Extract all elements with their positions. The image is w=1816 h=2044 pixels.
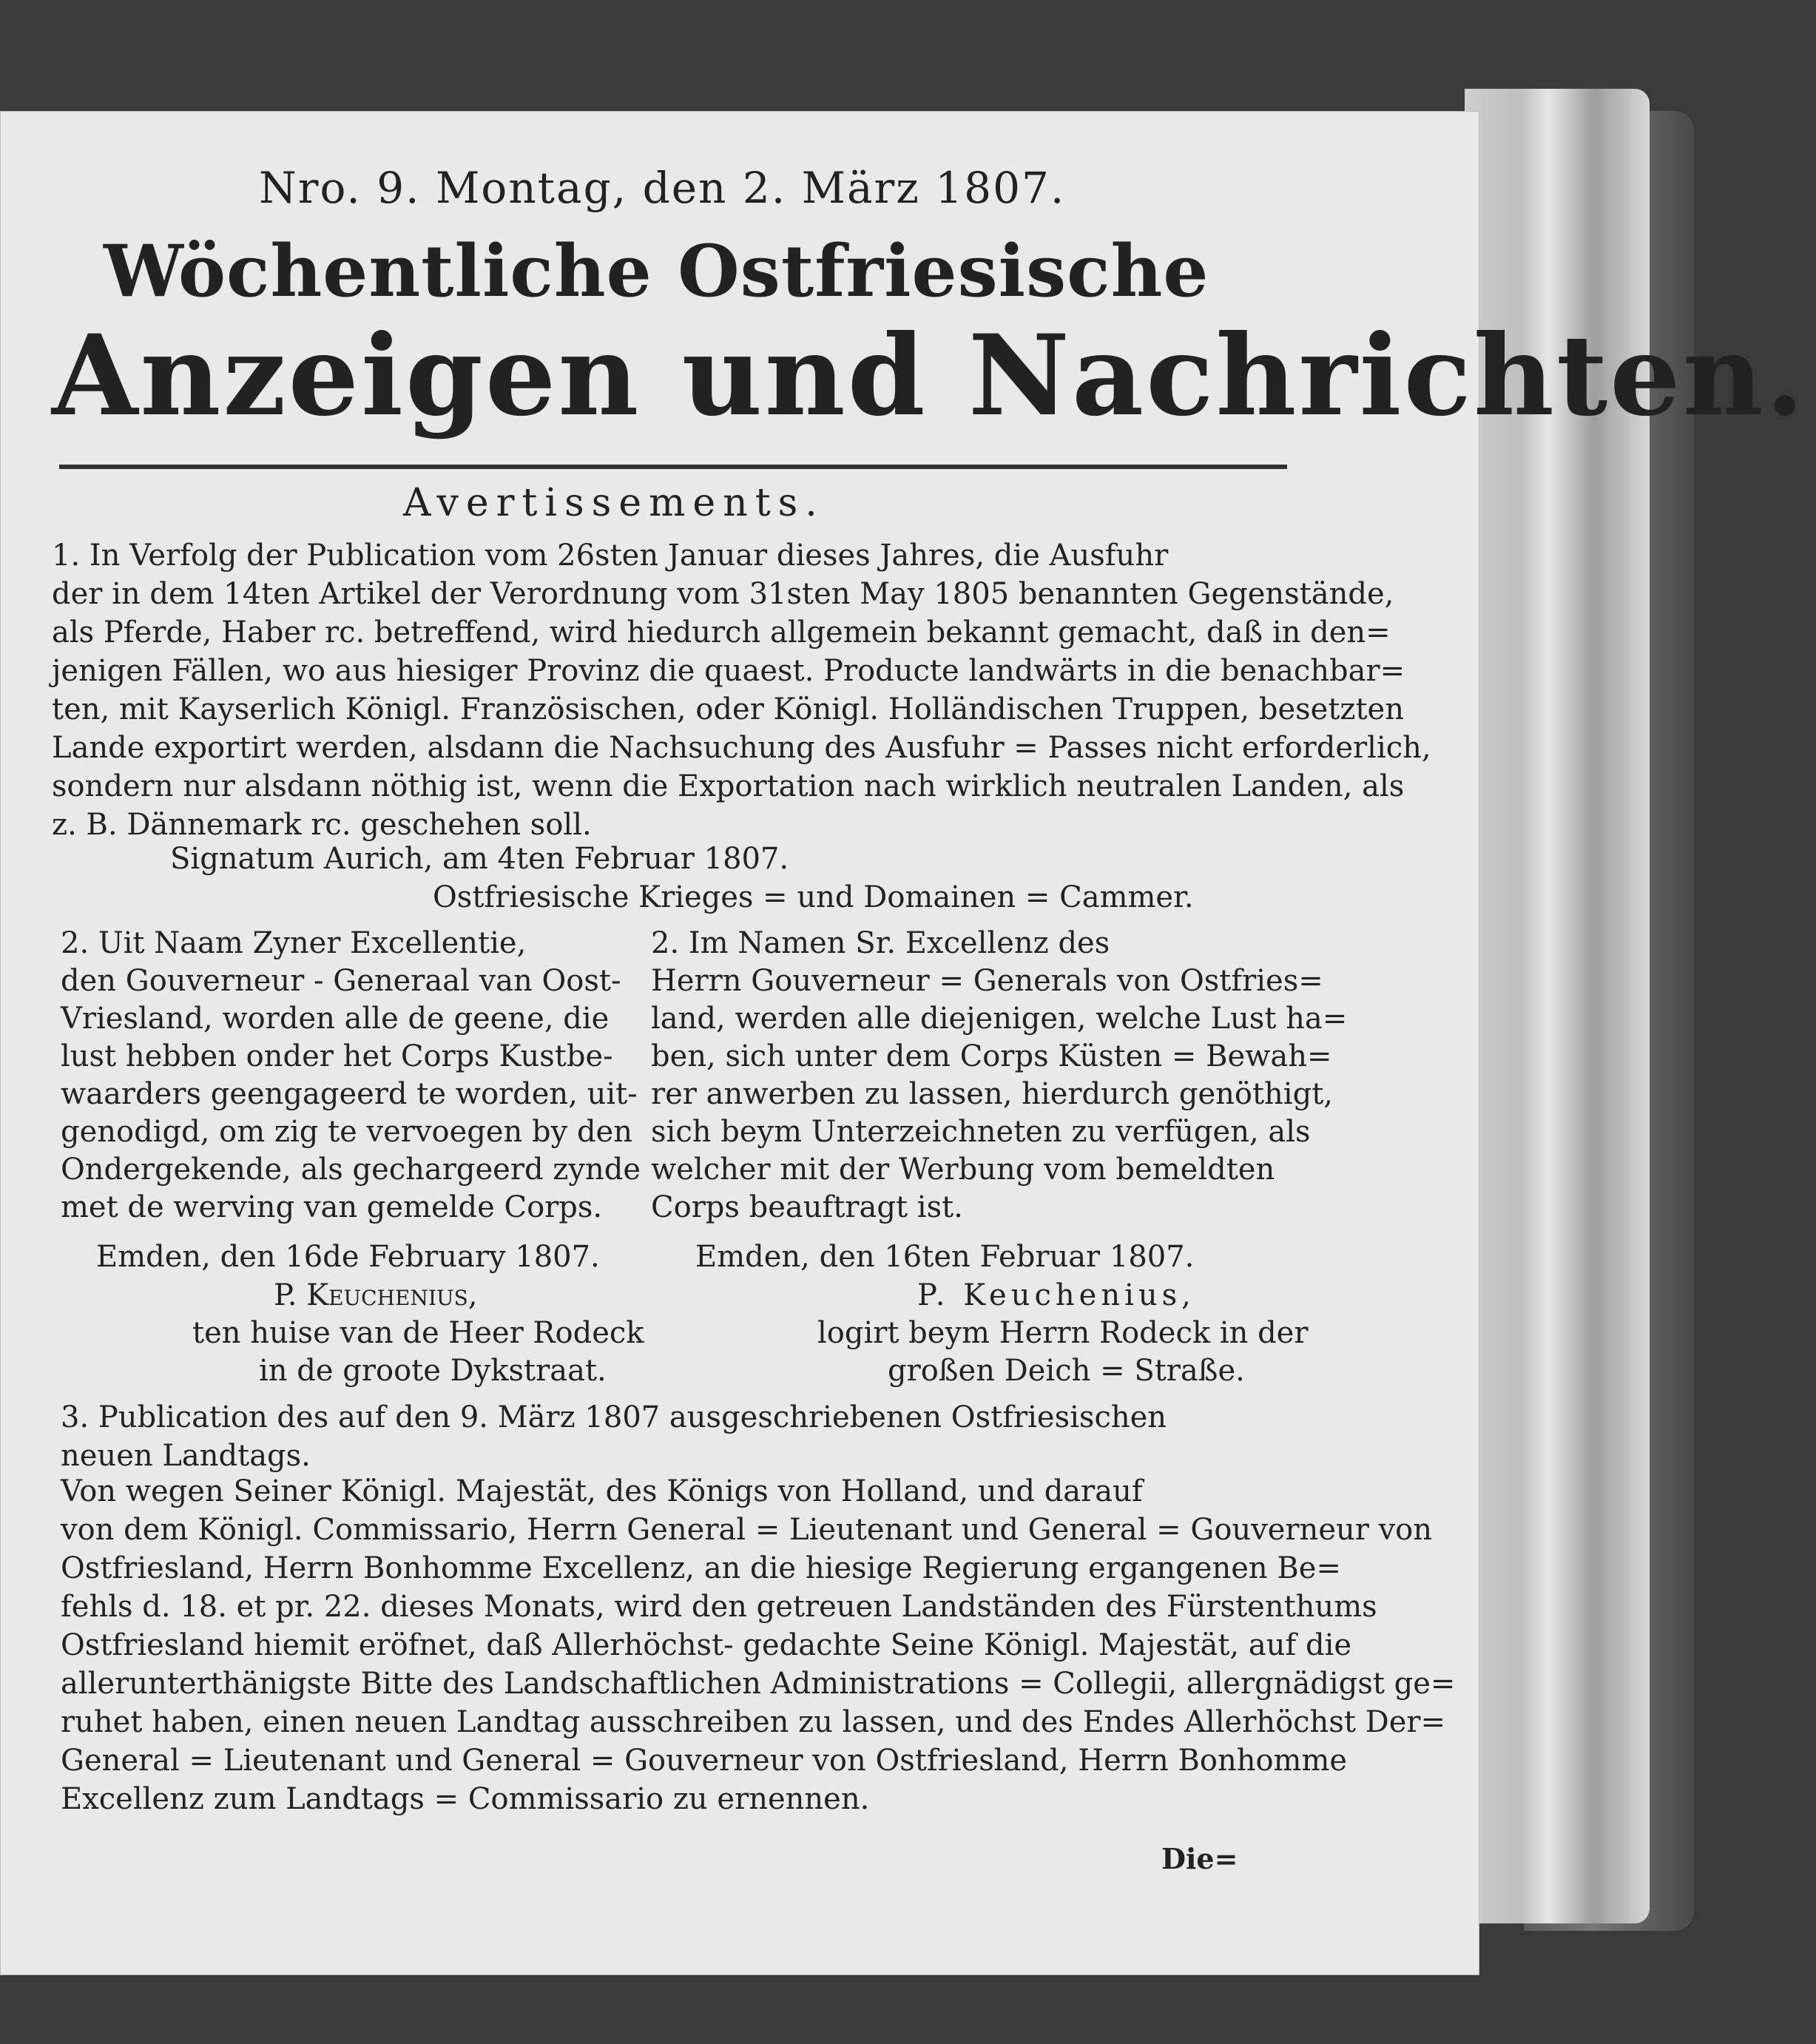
text-line: von dem Königl. Commissario, Herrn General = Lieutenant und General = Gouverneur von [61,1513,1433,1547]
text-line: welcher mit der Werbung vom bemeldten [651,1153,1275,1187]
text-line: allerunterthänigste Bitte des Landschaftlichen Administrations = Collegii, allergnädigst ge= [61,1667,1456,1701]
notice-1-text [52,536,1431,844]
text-line: als Pferde, Haber rc. betreffend, wird hiedurch allgemein bekannt gemacht, daß in den= [52,615,1391,650]
text-line: General = Lieutenant und General = Gouverneur von Ostfriesland, Herrn Bonhomme [61,1744,1348,1778]
notice-2-dutch-address-1: ten huise van de Heer Rodeck [192,1316,644,1350]
catchword: Die= [1161,1842,1238,1875]
notice-2-dutch-address-2: in de groote Dykstraat. [259,1354,607,1388]
notice-2-german-address-1: logirt beym Herrn Rodeck in der [817,1316,1309,1350]
notice-2-dutch-column [61,925,641,1227]
text-line: Corps beauftragt ist. [651,1190,963,1224]
notice-3-body [61,1472,1456,1818]
text-line: waarders geengageerd te worden, uit- [61,1077,638,1111]
masthead-line-2: Anzeigen und Nachrichten. [52,311,1806,441]
text-line: z. B. Dännemark rc. geschehen soll. [52,808,592,842]
masthead-rule [59,465,1287,469]
notice-2-dutch-name: P. Keuchenius, [274,1278,478,1312]
text-line: neuen Landtags. [61,1439,311,1473]
text-line: 2. Uit Naam Zyner Excellentie, [61,926,527,960]
notice-2-german-date: Emden, den 16ten Februar 1807. [695,1240,1195,1274]
notice-1-signature: Signatum Aurich, am 4ten Februar 1807. [170,842,789,876]
text-line: sich beym Unterzeichneten zu verfügen, als [651,1115,1311,1149]
notice-2-dutch-date: Emden, den 16de February 1807. [96,1240,600,1274]
text-line: lust hebben onder het Corps Kustbe- [61,1039,613,1073]
text-line: 2. Im Namen Sr. Excellenz des [651,926,1110,960]
text-line: met de werving van gemelde Corps. [61,1190,603,1224]
text-line: 3. Publication des auf den 9. März 1807 ausgeschriebenen Ostfriesischen [61,1400,1167,1434]
text-line: Lande exportirt werden, alsdann die Nachsuchung des Ausfuhr = Passes nicht erforderlich, [52,731,1431,765]
section-heading: Avertissements. [403,481,825,525]
text-line: ruhet haben, einen neuen Landtag ausschreiben zu lassen, und des Endes Allerhöchst Der= [61,1705,1446,1739]
text-line: fehls d. 18. et pr. 22. dieses Monats, wird den getreuen Landständen des Fürstenthums [61,1590,1377,1624]
notice-3-title [61,1398,1303,1475]
text-line: 1. In Verfolg der Publication vom 26sten Januar dieses Jahres, die Ausfuhr [52,539,1169,573]
text-line: genodigd, om zig te vervoegen by den [61,1115,632,1149]
text-line: Herrn Gouverneur = Generals von Ostfries= [651,964,1323,998]
text-line: Ostfriesland, Herrn Bonhomme Excellenz, an die hiesige Regierung ergangenen Be= [61,1551,1341,1585]
text-line: Von wegen Seiner Königl. Majestät, des Königs von Holland, und darauf [61,1474,1143,1508]
text-line: Vriesland, worden alle de geene, die [61,1002,610,1036]
text-line: ben, sich unter dem Corps Küsten = Bewah= [651,1039,1332,1073]
issue-line: Nro. 9. Montag, den 2. März 1807. [259,163,1066,213]
text-line: den Gouverneur - Generaal van Oost- [61,964,621,998]
text-line: Excellenz zum Landtags = Commissario zu ernennen. [61,1782,870,1816]
text-line: land, werden alle diejenigen, welche Lust ha= [651,1002,1348,1036]
text-line: jenigen Fällen, wo aus hiesiger Provinz die quaest. Producte landwärts in die benachbar= [52,654,1405,688]
text-line: ten, mit Kayserlich Königl. Französischen, oder Königl. Holländischen Truppen, besetzten [52,692,1404,726]
notice-2-german-column [651,925,1348,1227]
text-line: rer anwerben zu lassen, hierdurch genöthigt, [651,1077,1333,1111]
text-line: der in dem 14ten Artikel der Verordnung vom 31sten May 1805 benannten Gegenstände, [52,577,1394,611]
text-line: Ostfriesland hiemit eröfnet, daß Allerhöchst- gedachte Seine Königl. Majestät, auf die [61,1628,1352,1662]
text-line: sondern nur alsdann nöthig ist, wenn die Exportation nach wirklich neutralen Landen, als [52,769,1405,803]
notice-2-german-address-2: großen Deich = Straße. [888,1354,1245,1388]
text-line: Ondergekende, als gechargeerd zynde [61,1153,641,1187]
notice-2-german-name: P. Keuchenius, [917,1278,1195,1312]
masthead-line-1: Wöchentliche Ostfriesische [104,229,1209,313]
notice-1-authority: Ostfriesische Krieges = und Domainen = Cammer. [433,880,1194,914]
